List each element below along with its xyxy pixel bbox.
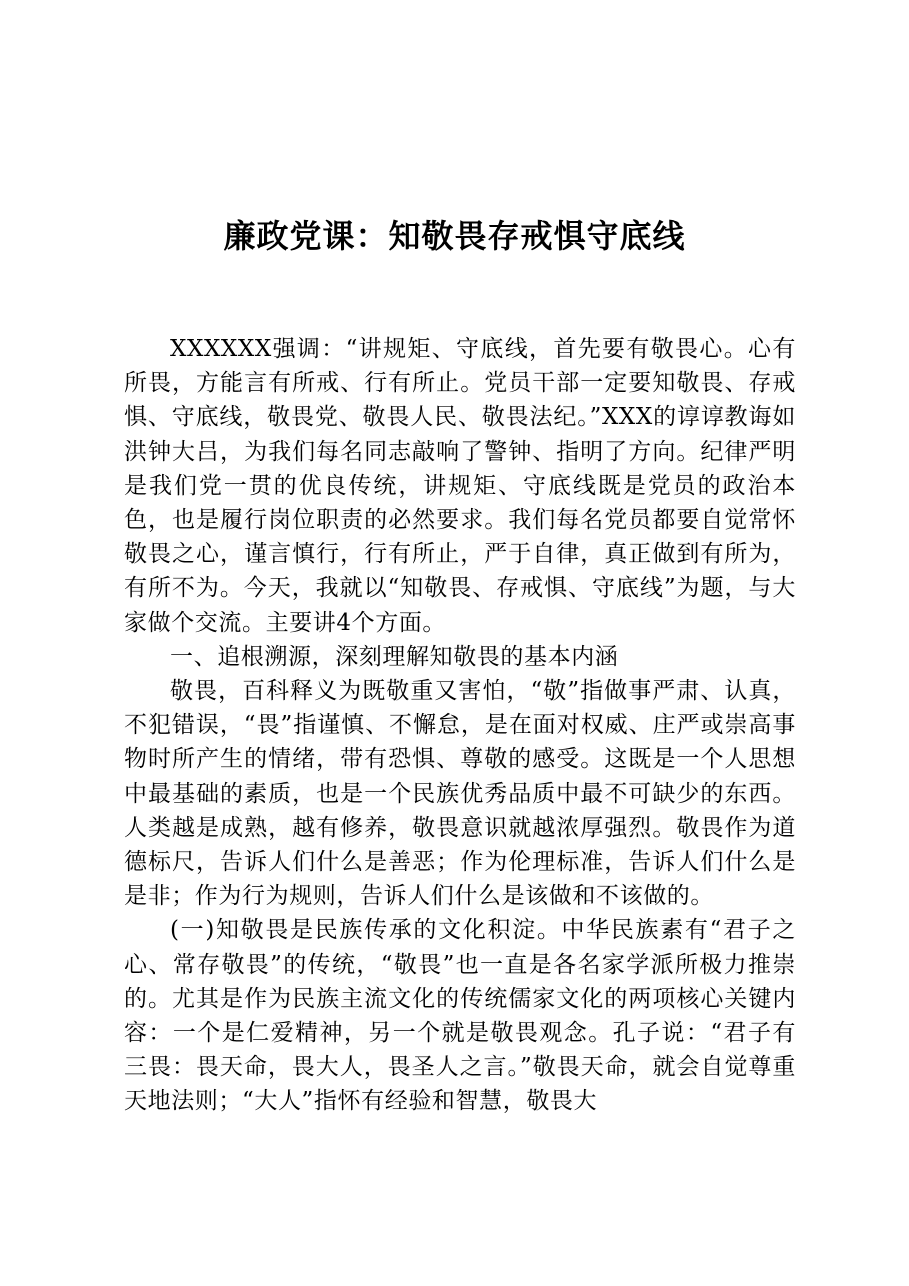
section-heading-1: 一、追根溯源，深刻理解知敬畏的基本内涵 [170, 643, 619, 670]
paragraph-definition: 敬畏，百科释义为既敬重又害怕，“敬”指做事严肃、认真，不犯错误，“畏”指谨慎、不懈怠，是在面对权威、庄严或崇高事物时所产生的情绪，带有恐惧、尊敬的感受。这既是一个人思想中最基础的素质，也是一个民族优秀品质中最不可缺少的东西。人类越是成熟，越有修养，敬畏意识就越浓厚强烈。敬畏作为道德标尺，告诉人们什么是善恶；作为伦理标准，告诉人们什么是是非；作为行为规则，告诉人们什么是该做和不该做的。 [124, 678, 796, 910]
document-title: 廉政党课：知敬畏存戒惧守底线 [223, 217, 686, 255]
document-body [124, 332, 796, 1119]
paragraph-subsection-1: (一)知敬畏是民族传承的文化积淀。中华民族素有“君子之心、常存敬畏”的传统，“敬畏”也一直是各名家学派所极力推崇的。尤其是作为民族主流文化的传统儒家文化的两项核心关键内容：一个是仁爱精神，另一个就是敬畏观念。孔子说：“君子有三畏：畏天命，畏大人，畏圣人之言。”敬畏天命，就会自觉尊重天地法则；“大人”指怀有经验和智慧，敬畏大 [124, 917, 796, 1115]
paragraph-intro: XXXXXX强调：“讲规矩、守底线，首先要有敬畏心。心有所畏，方能言有所戒、行有所止。党员干部一定要知敬畏、存戒惧、守底线，敬畏党、敬畏人民、敬畏法纪。”XXX的谆谆教诲如洪钟大吕，为我们每名同志敲响了警钟、指明了方向。纪律严明是我们党一贯的优良传统，讲规矩、守底线既是党员的政治本色，也是履行岗位职责的必然要求。我们每名党员都要自觉常怀敬畏之心，谨言慎行，行有所止，严于自律，真正做到有所为，有所不为。今天，我就以“知敬畏、存戒惧、守底线”为题，与大家做个交流。主要讲4个方面。 [124, 336, 796, 636]
